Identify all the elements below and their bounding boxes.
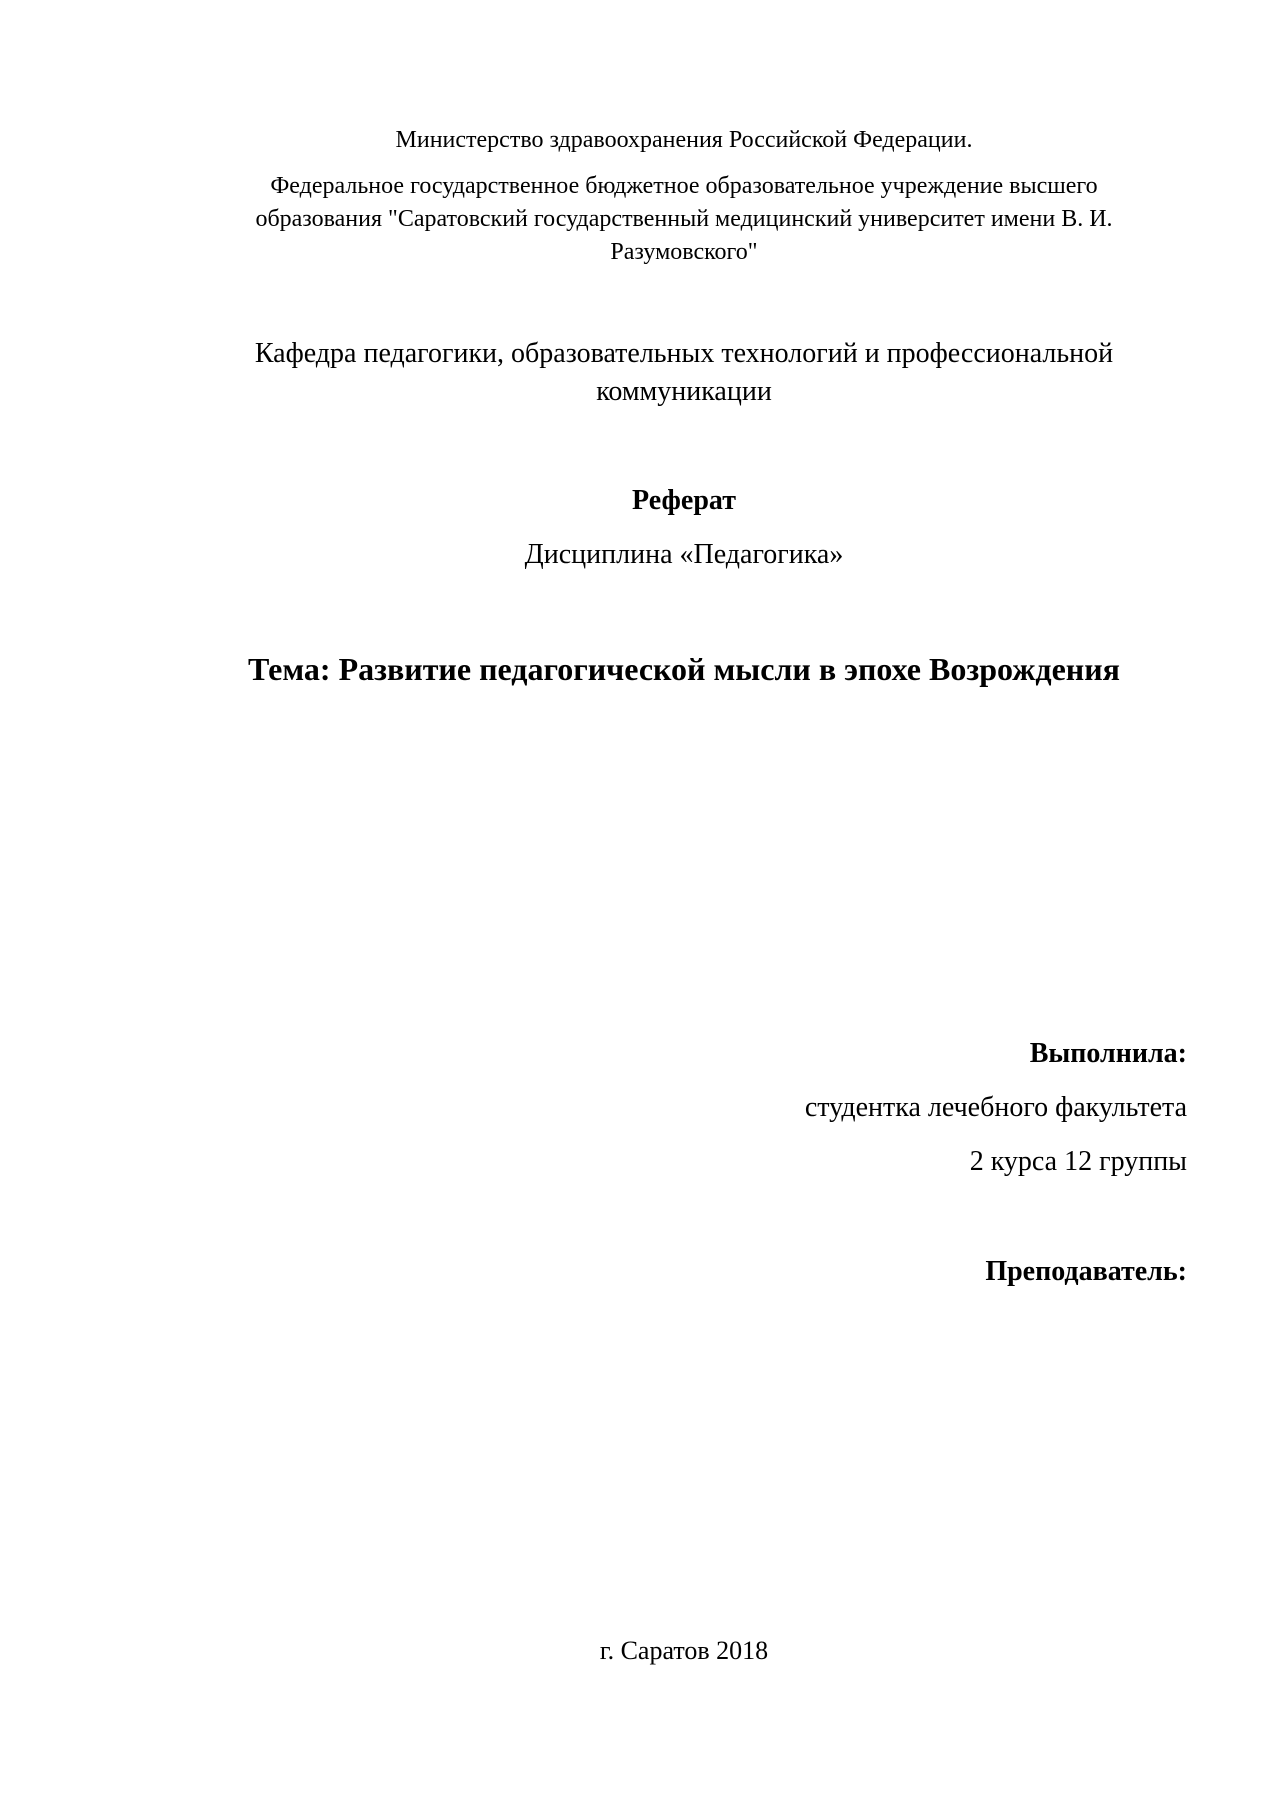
author-student: студентка лечебного факультета [804,1092,1187,1123]
department-name: Кафедра педагогики, образовательных технологий и профессиональной коммуникации [254,338,1114,407]
teacher-label: Преподаватель: [985,1256,1187,1287]
university-name: Федеральное государственное бюджетное образовательное учреждение высшего образования "Саратовский государственный медицинский университет имени В. И. Разумовского" [255,173,1113,265]
author-course: 2 курса 12 группы [969,1146,1187,1177]
discipline: Дисциплина «Педагогика» [524,539,844,570]
document-topic: Тема: Развитие педагогической мысли в эпохе Возрождения [248,651,1120,687]
city-year: г. Саратов 2018 [599,1636,769,1665]
author-label: Выполнила: [1029,1038,1187,1069]
document-type: Реферат [632,485,736,516]
ministry-name: Министерство здравоохранения Российской Федерации. [395,127,973,153]
